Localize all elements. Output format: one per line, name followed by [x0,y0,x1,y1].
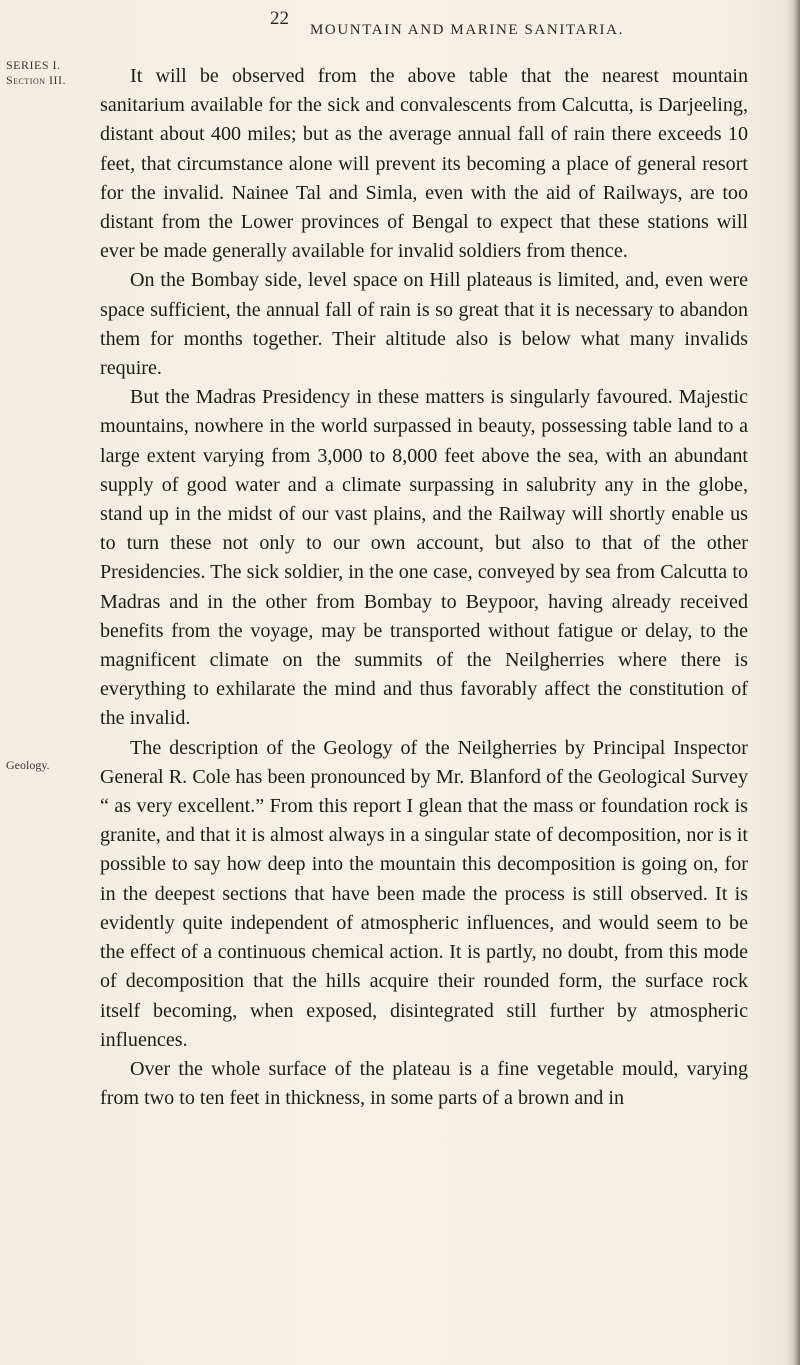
margin-note-series: SERIES I. [6,58,61,72]
running-head: MOUNTAIN AND MARINE SANITARIA. [310,22,624,38]
margin-note-geology: Geology. [6,758,50,772]
page-edge-shadow [786,0,800,1365]
paragraph: The description of the Geology of the Neilgherries by Principal Inspector General R. Cole has been pronounced by Mr. Blanford of the Geological Survey “ as very excellent.” From this report I glean that the mass or foundation rock is granite, and that it is almost always in a singular state of decomposition, nor is it possible to say how deep into the mountain this decomposition is going on, for in the deepest sections that have been made the process is still observed. It is evidently quite independent of atmospheric influences, and would seem to be the effect of a continuous chemical action. It is partly, no doubt, from this mode of decomposition that the hills acquire their rounded form, the surface rock itself becoming, when exposed, disintegrated still further by atmospheric influences. [100,736,748,1051]
page-header [0,8,800,48]
page-number: 22 [270,8,289,29]
paragraph: On the Bombay side, level space on Hill plateaus is limited, and, even were space sufficient, the annual fall of rain is so great that it is necessary to abandon them for months together. Their altitude also is below what many invalids require. [100,269,748,380]
paragraph: But the Madras Presidency in these matters is singularly favoured. Majestic mountains, nowhere in the world surpassed in beauty, possessing table land to a large extent varying from 3,000 to 8,000 feet above the sea, with an abundant supply of good water and a climate surpassing in salubrity any in the globe, stand up in the midst of our vast plains, and the Railway will shortly enable us to turn these not only to our own account, but also to that of the other Presidencies. The sick soldier, in the one case, conveyed by sea from Calcutta to Madras and in the other from Bombay to Beypoor, having already received benefits from the voyage, may be transported without fatigue or delay, to the magnificent climate on the summits of the Neilgherries where there is everything to exhilarate the mind and thus favorably affect the constitution of the invalid. [100,386,748,730]
margin-note-section: Section III. [6,73,66,87]
body-text [100,62,748,1113]
paragraph: Over the whole surface of the plateau is a fine vegetable mould, varying from two to ten feet in thickness, in some parts of a brown and in [100,1057,748,1110]
paragraph: It will be observed from the above table that the nearest mountain sanitarium available for the sick and convalescents from Calcutta, is Darjeeling, distant about 400 miles; but as the average annual fall of rain there exceeds 10 feet, that circumstance alone will prevent its becoming a place of general resort for the invalid. Nainee Tal and Simla, even with the aid of Railways, are too distant from the Lower provinces of Bengal to expect that these stations will ever be made generally available for invalid soldiers from thence. [100,65,748,263]
